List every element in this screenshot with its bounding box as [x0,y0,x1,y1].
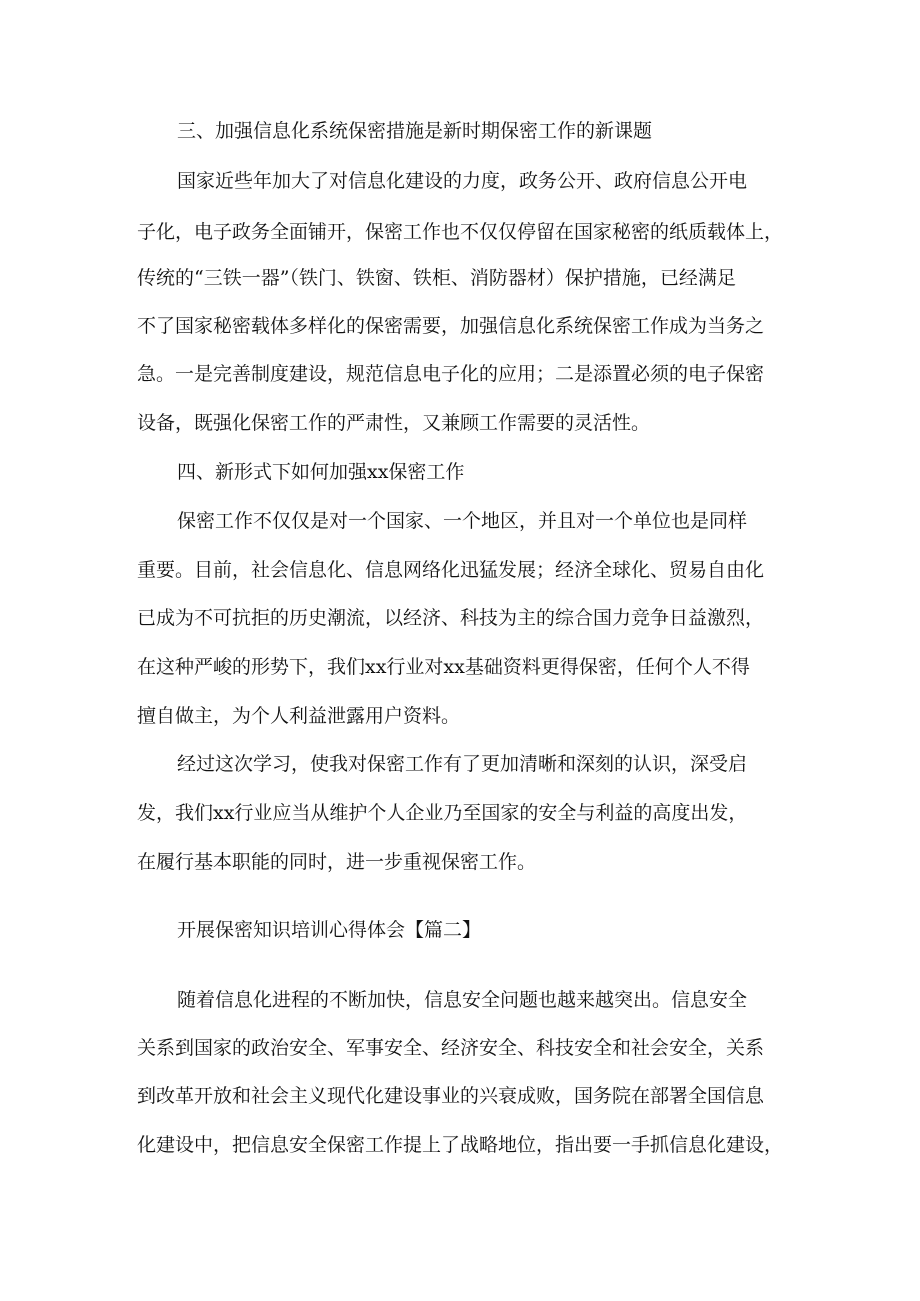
paragraph-line: 设备，既强化保密工作的严肃性，又兼顾工作需要的灵活性。 [137,412,651,434]
paragraph-line: 不了国家秘密载体多样化的保密需要，加强信息化系统保密工作成为当务之 [137,315,765,337]
paragraph-line: 随着信息化进程的不断加快，信息安全问题也越来越突出。信息安全 [177,989,748,1011]
part-2-title: 开展保密知识培训心得体会【篇二】 [177,919,482,941]
paragraph-line: 子化，电子政务全面铺开，保密工作也不仅仅停留在国家秘密的纸质载体上， [137,221,784,243]
section-3-heading: 三、加强信息化系统保密措施是新时期保密工作的新课题 [177,120,653,142]
paragraph-line: 已成为不可抗拒的历史潮流，以经济、科技为主的综合国力竞争日益激烈， [137,607,765,629]
section-4-heading: 四、新形式下如何加强xx保密工作 [177,461,465,483]
paragraph-line: 化建设中，把信息安全保密工作提上了战略地位，指出要一手抓信息化建设， [137,1134,784,1156]
paragraph-line: 发，我们xx行业应当从维护个人企业乃至国家的安全与利益的高度出发， [137,802,748,824]
paragraph-line: 擅自做主，为个人利益泄露用户资料。 [137,705,461,727]
paragraph-line: 重要。目前，社会信息化、信息网络化迅猛发展；经济全球化、贸易自由化 [137,559,765,581]
paragraph-line: 急。一是完善制度建设，规范信息电子化的应用；二是添置必须的电子保密 [137,363,765,385]
paragraph-line: 经过这次学习，使我对保密工作有了更加清晰和深刻的认识，深受启 [177,753,748,775]
paragraph-line: 到改革开放和社会主义现代化建设事业的兴衰成败，国务院在部署全国信息 [137,1085,765,1107]
paragraph-line: 国家近些年加大了对信息化建设的力度，政务公开、政府信息公开电 [177,170,748,192]
paragraph-line: 传统的“三铁一器”（铁门、铁窗、铁柜、消防器材）保护措施，已经满足 [137,267,736,289]
paragraph-line: 在这种严峻的形势下，我们xx行业对xx基础资料更得保密，任何个人不得 [137,656,750,678]
paragraph-line: 保密工作不仅仅是对一个国家、一个地区，并且对一个单位也是同样 [177,510,748,532]
paragraph-line: 在履行基本职能的同时，进一步重视保密工作。 [137,851,537,873]
paragraph-line: 关系到国家的政治安全、军事安全、经济安全、科技安全和社会安全，关系 [137,1037,765,1059]
